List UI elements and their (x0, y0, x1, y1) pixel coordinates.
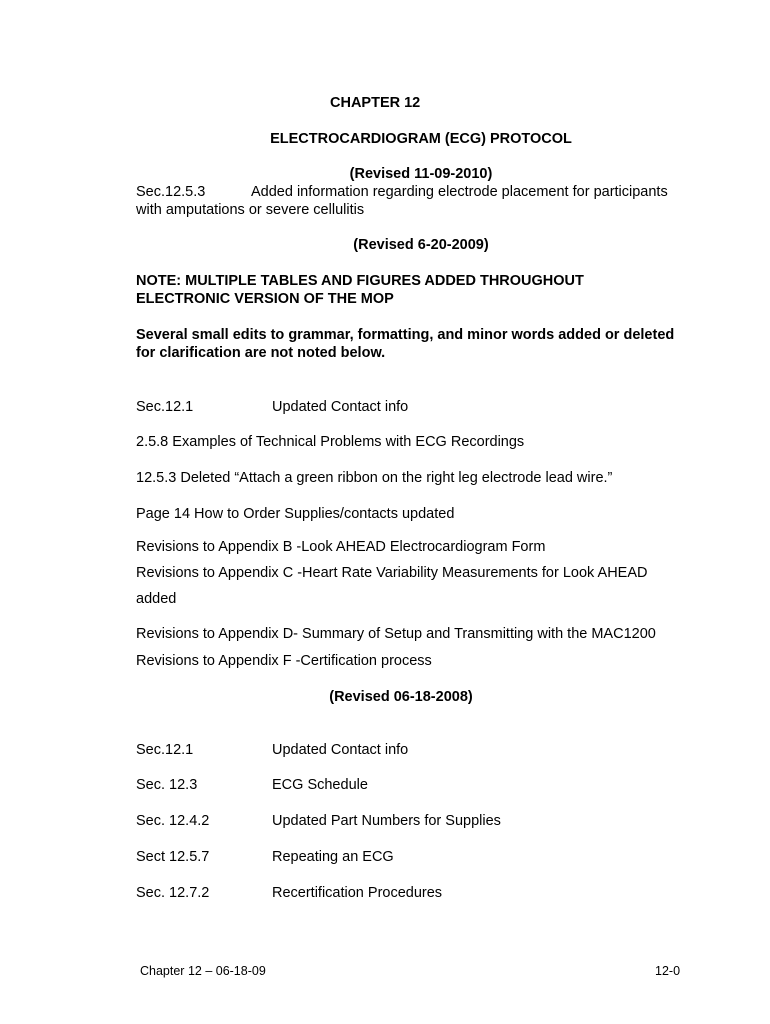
list-item: 12.5.3 Deleted “Attach a green ribbon on the right leg electrode lead wire.” (136, 470, 613, 486)
contact-section: Sec.12.1 (136, 399, 194, 415)
revision-2010-text-line1: Added information regarding electrode placement for participants (251, 184, 668, 200)
footer-page-number: 12-0 (655, 964, 681, 978)
edits-line1: Several small edits to grammar, formatting, and minor words added or deleted (136, 327, 675, 343)
table-row-text: Repeating an ECG (272, 849, 394, 865)
revision-2009-heading: (Revised 6-20-2009) (353, 237, 489, 253)
document-title: ELECTROCARDIOGRAM (ECG) PROTOCOL (270, 131, 572, 147)
edits-line2: for clarification are not noted below. (136, 345, 386, 361)
note-line2: ELECTRONIC VERSION OF THE MOP (136, 291, 394, 307)
note-line1: NOTE: MULTIPLE TABLES AND FIGURES ADDED THROUGHOUT (136, 273, 584, 289)
table-row-section: Sec. 12.4.2 (136, 813, 210, 829)
chapter-heading: CHAPTER 12 (330, 95, 421, 111)
list-item: Page 14 How to Order Supplies/contacts updated (136, 506, 455, 522)
list-item: Revisions to Appendix C -Heart Rate Variability Measurements for Look AHEAD (136, 565, 648, 581)
table-row-text: Updated Contact info (272, 742, 409, 758)
table-row-section: Sec. 12.3 (136, 777, 198, 793)
table-row-section: Sec. 12.7.2 (136, 885, 210, 901)
list-item: added (136, 591, 177, 607)
list-item: 2.5.8 Examples of Technical Problems with ECG Recordings (136, 434, 525, 450)
list-item: Revisions to Appendix B -Look AHEAD Electrocardiogram Form (136, 539, 546, 555)
table-row-section: Sec.12.1 (136, 742, 194, 758)
revision-2010-heading: (Revised 11-09-2010) (349, 166, 493, 182)
revision-2010-section: Sec.12.5.3 (136, 184, 206, 200)
revision-2010-text-line2: with amputations or severe cellulitis (136, 202, 365, 218)
table-row-text: Recertification Procedures (272, 885, 443, 901)
list-item: Revisions to Appendix D- Summary of Setup and Transmitting with the MAC1200 (136, 626, 656, 642)
table-row-text: Updated Part Numbers for Supplies (272, 813, 501, 829)
contact-text: Updated Contact info (272, 399, 409, 415)
footer-left: Chapter 12 – 06-18-09 (140, 964, 266, 978)
revision-2008-heading: (Revised 06-18-2008) (329, 689, 473, 705)
table-row-section: Sect 12.5.7 (136, 849, 210, 865)
table-row-text: ECG Schedule (272, 777, 368, 793)
list-item: Revisions to Appendix F -Certification process (136, 653, 432, 669)
